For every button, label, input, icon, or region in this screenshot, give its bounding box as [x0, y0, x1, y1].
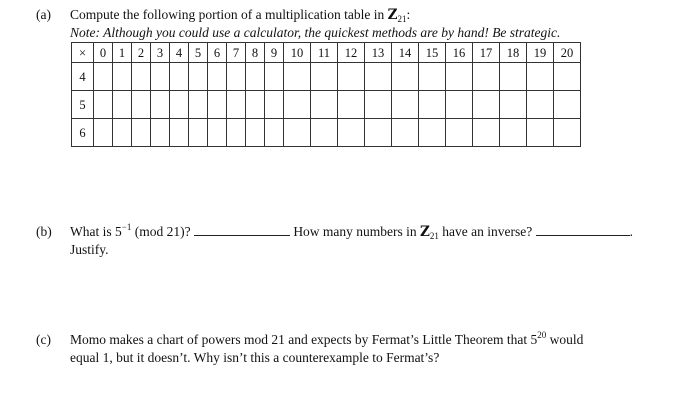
column-header: 3 [151, 43, 170, 63]
answer-cell[interactable] [151, 91, 170, 119]
prompt-colon: : [406, 7, 411, 22]
table-row [72, 91, 581, 119]
answer-cell[interactable] [189, 63, 208, 91]
answer-cell[interactable] [170, 119, 189, 147]
answer-cell[interactable] [365, 63, 392, 91]
q2-text: How many numbers in [293, 224, 417, 239]
answer-cell[interactable] [554, 91, 581, 119]
answer-cell[interactable] [189, 91, 208, 119]
part-b-label: (b) [36, 224, 52, 239]
part-a [36, 6, 560, 42]
answer-cell[interactable] [246, 63, 265, 91]
column-header: 16 [446, 43, 473, 63]
answer-cell[interactable] [113, 91, 132, 119]
part-c-text1: Momo makes a chart of powers mod 21 and expects by Fermat’s Little Theorem that 5 [70, 332, 538, 347]
column-header: 17 [473, 43, 500, 63]
table-row [72, 63, 581, 91]
answer-cell[interactable] [338, 119, 365, 147]
answer-cell[interactable] [246, 91, 265, 119]
answer-cell[interactable] [419, 119, 446, 147]
answer-cell[interactable] [94, 119, 113, 147]
note-text: Although you could use a calculator, the quickest methods are by hand! Be strategic. [103, 25, 561, 40]
row-header: 6 [72, 119, 94, 147]
answer-cell[interactable] [311, 63, 338, 91]
column-header: 11 [311, 43, 338, 63]
answer-cell[interactable] [500, 63, 527, 91]
answer-cell[interactable] [170, 63, 189, 91]
q2-answer-blank[interactable] [536, 223, 630, 236]
answer-cell[interactable] [446, 63, 473, 91]
q1-text: What is 5 [70, 224, 122, 239]
answer-cell[interactable] [554, 63, 581, 91]
answer-cell[interactable] [113, 119, 132, 147]
answer-cell[interactable] [392, 91, 419, 119]
q1-exponent: −1 [121, 222, 132, 232]
answer-cell[interactable] [554, 119, 581, 147]
answer-cell[interactable] [392, 119, 419, 147]
answer-cell[interactable] [94, 91, 113, 119]
column-header: 4 [170, 43, 189, 63]
answer-cell[interactable] [132, 91, 151, 119]
part-a-prompt-text: Compute the following portion of a multiplication table in [70, 7, 385, 22]
part-c-line2: equal 1, but it doesn’t. Why isn’t this a counterexample to Fermat’s? [70, 350, 440, 365]
answer-cell[interactable] [208, 91, 227, 119]
answer-cell[interactable] [265, 119, 284, 147]
answer-cell[interactable] [113, 63, 132, 91]
column-header: 6 [208, 43, 227, 63]
answer-cell[interactable] [284, 91, 311, 119]
column-header: 10 [284, 43, 311, 63]
column-header: 15 [419, 43, 446, 63]
part-a-note [70, 24, 560, 42]
answer-cell[interactable] [265, 91, 284, 119]
column-header: 1 [113, 43, 132, 63]
answer-cell[interactable] [227, 63, 246, 91]
answer-cell[interactable] [446, 91, 473, 119]
justify-text: Justify. [70, 242, 109, 257]
answer-cell[interactable] [227, 91, 246, 119]
part-b-questions [36, 223, 676, 241]
answer-cell[interactable] [527, 119, 554, 147]
answer-cell[interactable] [94, 63, 113, 91]
answer-cell[interactable] [284, 63, 311, 91]
answer-cell[interactable] [208, 63, 227, 91]
answer-cell[interactable] [151, 63, 170, 91]
column-header: 0 [94, 43, 113, 63]
answer-cell[interactable] [527, 91, 554, 119]
answer-cell[interactable] [473, 91, 500, 119]
answer-cell[interactable] [311, 119, 338, 147]
row-header: 4 [72, 63, 94, 91]
answer-cell[interactable] [473, 63, 500, 91]
part-b [36, 223, 676, 259]
column-header: 14 [392, 43, 419, 63]
answer-cell[interactable] [265, 63, 284, 91]
part-c-label: (c) [36, 332, 51, 347]
column-header: 5 [189, 43, 208, 63]
column-header: 7 [227, 43, 246, 63]
part-c [36, 331, 676, 367]
answer-cell[interactable] [473, 119, 500, 147]
note-label: Note: [70, 25, 100, 40]
column-header: 12 [338, 43, 365, 63]
answer-cell[interactable] [338, 91, 365, 119]
answer-cell[interactable] [419, 91, 446, 119]
answer-cell[interactable] [208, 119, 227, 147]
answer-cell[interactable] [419, 63, 446, 91]
answer-cell[interactable] [189, 119, 208, 147]
answer-cell[interactable] [132, 119, 151, 147]
table-row [72, 119, 581, 147]
answer-cell[interactable] [338, 63, 365, 91]
part-a-prompt [36, 6, 560, 24]
answer-cell[interactable] [132, 63, 151, 91]
part-a-label: (a) [36, 7, 51, 22]
column-header: 20 [554, 43, 581, 63]
answer-cell[interactable] [246, 119, 265, 147]
q2-text-end: have an inverse? [442, 224, 533, 239]
answer-cell[interactable] [446, 119, 473, 147]
answer-cell[interactable] [500, 119, 527, 147]
answer-cell[interactable] [500, 91, 527, 119]
ring-symbol: Z [420, 224, 430, 240]
q1-answer-blank[interactable] [194, 223, 290, 236]
answer-cell[interactable] [151, 119, 170, 147]
answer-cell[interactable] [392, 63, 419, 91]
column-header: 9 [265, 43, 284, 63]
multiplication-table [71, 42, 581, 147]
answer-cell[interactable] [284, 119, 311, 147]
answer-cell[interactable] [170, 91, 189, 119]
column-header: 8 [246, 43, 265, 63]
table-corner-cell: × [72, 43, 94, 63]
column-header: 18 [500, 43, 527, 63]
answer-cell[interactable] [311, 91, 338, 119]
answer-cell[interactable] [527, 63, 554, 91]
ring-symbol: Z [387, 7, 398, 23]
column-header: 13 [365, 43, 392, 63]
row-header: 5 [72, 91, 94, 119]
q1-mod: (mod 21)? [134, 224, 191, 239]
table-header-row [72, 43, 581, 63]
ring-subscript: 21 [429, 231, 439, 241]
part-c-exponent: 20 [537, 330, 547, 340]
end-period: . [629, 224, 633, 239]
answer-cell[interactable] [365, 119, 392, 147]
ring-subscript: 21 [397, 14, 407, 24]
answer-cell[interactable] [365, 91, 392, 119]
part-c-line1 [36, 331, 676, 349]
answer-cell[interactable] [227, 119, 246, 147]
column-header: 19 [527, 43, 554, 63]
part-c-text1-end: would [549, 332, 584, 347]
column-header: 2 [132, 43, 151, 63]
